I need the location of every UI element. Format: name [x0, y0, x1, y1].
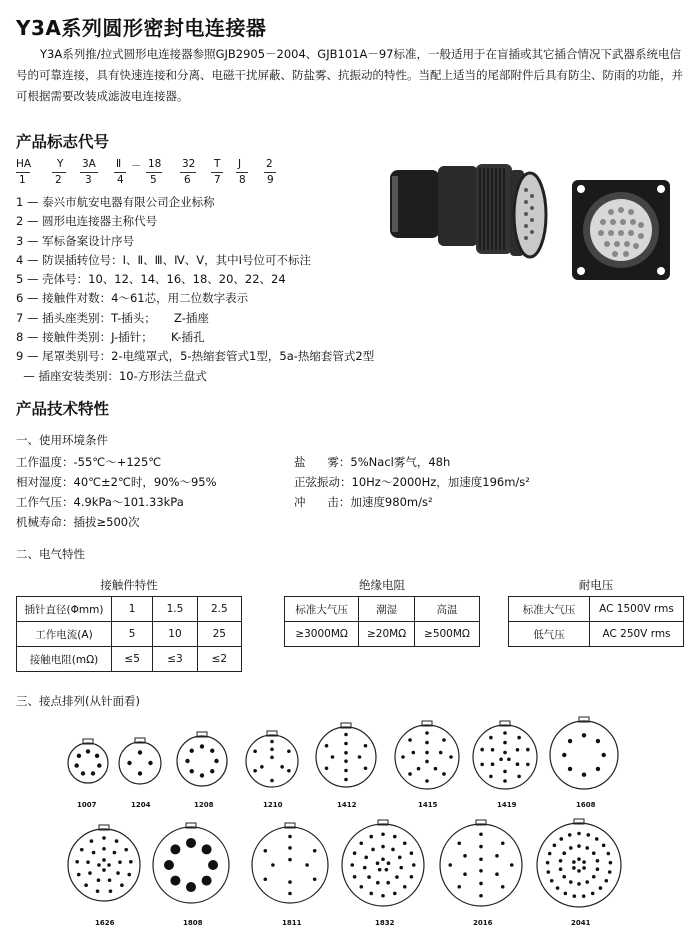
table-cell: ≤5 [112, 647, 153, 672]
insulation-table [284, 596, 480, 647]
table-row [17, 647, 242, 672]
layout-label: 1204 [131, 801, 151, 809]
code-part: J [238, 158, 242, 170]
table-cell: 2.5 [197, 597, 241, 622]
table-cell: AC 250V rms [590, 622, 684, 647]
layout-label: 1811 [282, 919, 302, 927]
layout-label: 1415 [418, 801, 438, 809]
code-numbers [16, 174, 286, 188]
table-row [285, 597, 480, 622]
designation-heading: 产品标志代号 [16, 133, 110, 151]
table-cell: 1.5 [153, 597, 197, 622]
designation-item: 2 — 圆形电连接器主称代号 [16, 214, 158, 229]
layout-label: 1412 [337, 801, 357, 809]
code-part: － [131, 160, 142, 172]
env-left [16, 452, 217, 532]
tech-heading: 产品技术特性 [16, 400, 110, 418]
code-number: 1 [19, 174, 26, 186]
code-number: 2 [55, 174, 62, 186]
code-number: 5 [150, 174, 157, 186]
layout-heading: 三、接点排列(从针面看) [16, 694, 140, 708]
code-part: 3A [82, 158, 96, 170]
layout-label: 1007 [77, 801, 97, 809]
table-cell: 高温 [414, 597, 479, 622]
page-title: Y3A系列圆形密封电连接器 [16, 16, 267, 40]
code-part: 2 [266, 158, 273, 170]
designation-item: 6 — 接触件对数：4～61芯，用二位数字表示 [16, 291, 249, 306]
table-cell: AC 1500V rms [590, 597, 684, 622]
table-row [509, 597, 684, 622]
designation-item: 5 — 壳体号：10、12、14、16、18、20、22、24 [16, 272, 286, 287]
code-number: 6 [184, 174, 191, 186]
table-row [285, 622, 480, 647]
designation-list [16, 193, 374, 386]
env-item: 相对湿度：40℃±2℃时，90%～95% [16, 475, 217, 489]
env-item: 冲 击：加速度980m/s² [294, 495, 433, 509]
voltage-table [508, 596, 684, 647]
contact-table [16, 596, 242, 672]
code-number: 9 [267, 174, 274, 186]
table-cell: ≥3000MΩ [285, 622, 359, 647]
table-cell: 潮湿 [359, 597, 415, 622]
env-item: 正弦振动：10Hz～2000Hz，加速度196m/s² [294, 475, 530, 489]
code-number: 8 [239, 174, 246, 186]
layout-label: 1808 [183, 919, 203, 927]
table-cell: 1 [112, 597, 153, 622]
designation-item: 4 — 防误插转位号：Ⅰ、Ⅱ、Ⅲ、Ⅳ、Ⅴ，其中Ⅰ号位可不标注 [16, 252, 311, 267]
contact-table-caption: 接触件特性 [100, 578, 158, 592]
receptacle-image [572, 180, 670, 280]
layout-label: 1608 [576, 801, 596, 809]
layout-label: 1208 [194, 801, 214, 809]
table-cell: 插针直径(Φmm) [17, 597, 112, 622]
env-item: 工作气压：4.9kPa～101.33kPa [16, 495, 184, 509]
layout-labels [0, 715, 700, 944]
designation-item: — 插座安装类别：10-方形法兰盘式 [16, 368, 207, 383]
designation-item: 8 — 接触件类别：J-插针； K-插孔 [16, 330, 205, 345]
table-cell: 工作电流(A) [17, 622, 112, 647]
designation-code [16, 158, 286, 172]
table-cell: 5 [112, 622, 153, 647]
table-cell: 25 [197, 622, 241, 647]
table-cell: ≤2 [197, 647, 241, 672]
code-part: 18 [148, 158, 162, 170]
designation-item: 3 — 军标备案设计序号 [16, 233, 135, 248]
table-cell: 10 [153, 622, 197, 647]
table-row [17, 622, 242, 647]
layout-label: 2016 [473, 919, 493, 927]
code-part: HA [16, 158, 32, 170]
env-item: 盐 雾：5%Nacl雾气，48h [294, 455, 451, 469]
table-cell: 标准大气压 [509, 597, 590, 622]
layout-label: 1419 [497, 801, 517, 809]
code-number: 4 [117, 174, 124, 186]
layout-label: 1626 [95, 919, 115, 927]
env-heading: 一、使用环境条件 [16, 433, 108, 447]
elec-heading: 二、电气特性 [16, 547, 85, 561]
code-number: 7 [214, 174, 221, 186]
env-item: 机械寿命：插拔≥500次 [16, 515, 140, 529]
table-row [17, 597, 242, 622]
env-item: 工作温度：-55℃～+125℃ [16, 455, 162, 469]
intro-paragraph: Y3A系列推/拉式圆形电连接器参照GJB2905－2004、GJB101A－97标准，一般适用于在盲插或其它插合情况下武器系统电信号的可靠连接，具有快速连接和分离、电磁干扰屏蔽、防盐雾、抗振动的特性。当配上适当的尾部附件后具有防尘、防雨的功能，并可根据需要改装成滤波电连接器。 [16, 47, 683, 103]
env-right [294, 452, 530, 512]
table-cell: ≤3 [153, 647, 197, 672]
code-part: T [214, 158, 221, 170]
connector-photo [380, 150, 680, 290]
designation-item: 9 — 尾罩类别号：2-电缆罩式，5-热缩套管式1型，5a-热缩套管式2型 [16, 349, 375, 364]
designation-item: 1 — 泰兴市航安电器有限公司企业标称 [16, 195, 215, 209]
table-row [509, 622, 684, 647]
plug-image [390, 164, 546, 257]
voltage-table-caption: 耐电压 [578, 578, 614, 592]
table-cell: 标准大气压 [285, 597, 359, 622]
table-cell: 接触电阻(mΩ) [17, 647, 112, 672]
layout-label: 1210 [263, 801, 283, 809]
table-cell: ≥500MΩ [414, 622, 479, 647]
table-cell: 低气压 [509, 622, 590, 647]
code-part: Y [57, 158, 64, 170]
designation-item: 7 — 插头座类别：T-插头； Z-插座 [16, 310, 209, 325]
layout-label: 2041 [571, 919, 591, 927]
code-part: Ⅱ [116, 158, 122, 170]
code-number: 3 [85, 174, 92, 186]
table-cell: ≥20MΩ [359, 622, 415, 647]
layout-label: 1832 [375, 919, 395, 927]
code-part: 32 [182, 158, 196, 170]
insulation-table-caption: 绝缘电阻 [359, 578, 405, 592]
